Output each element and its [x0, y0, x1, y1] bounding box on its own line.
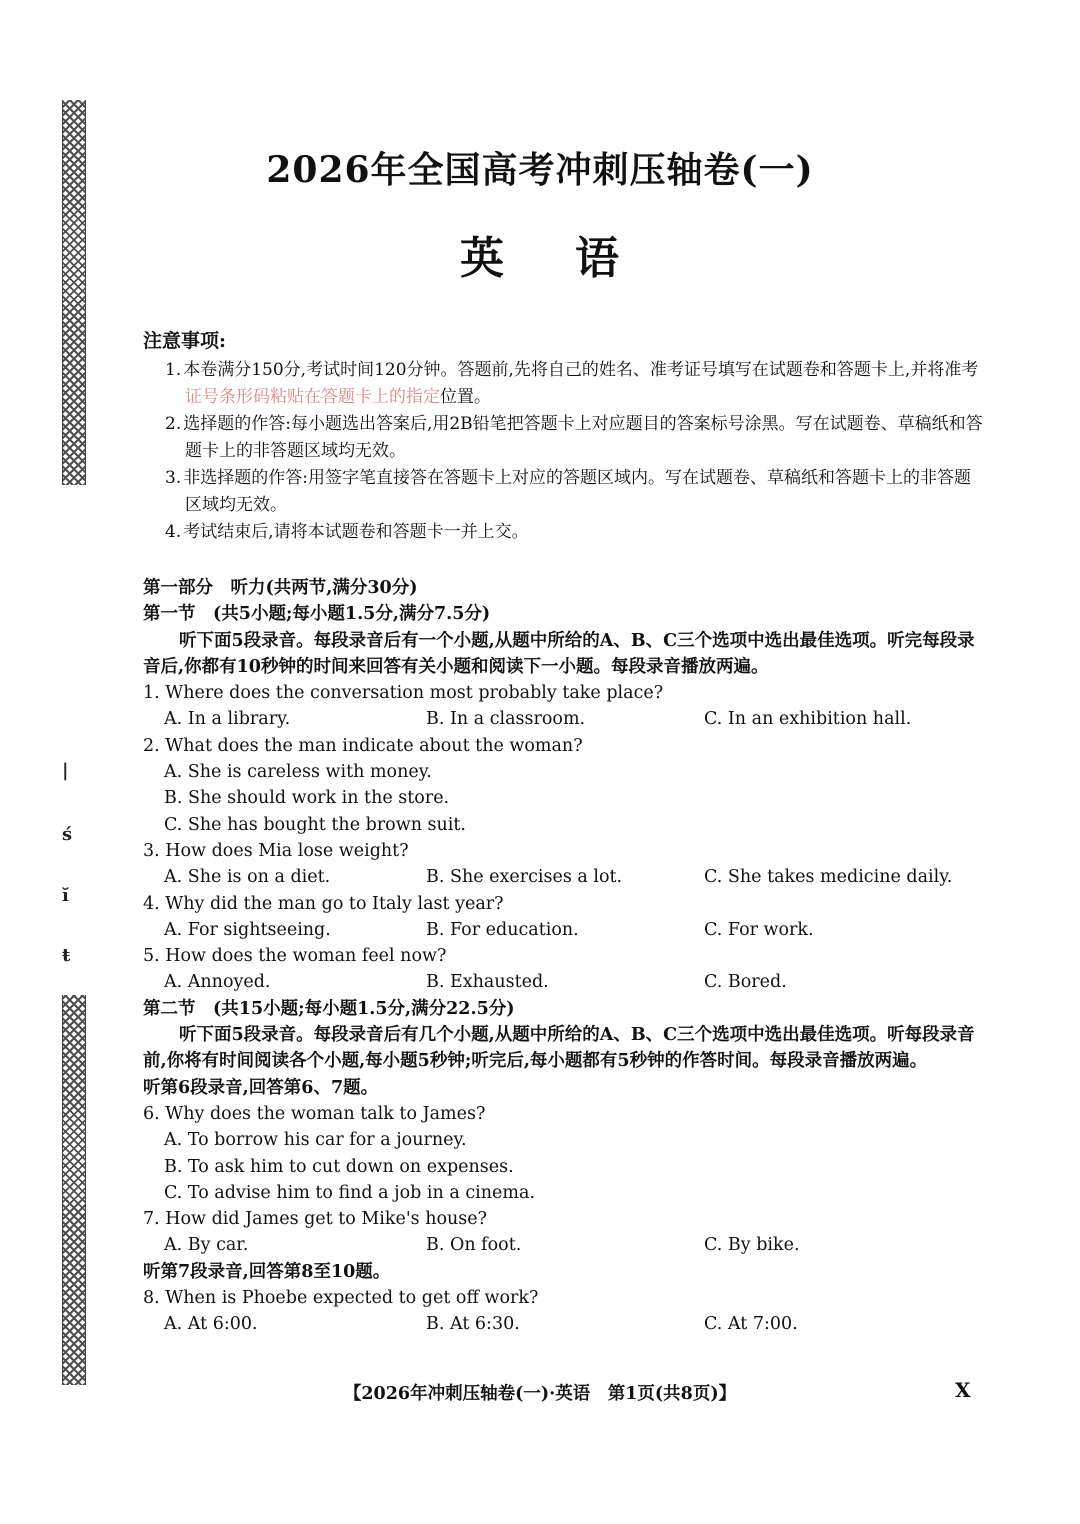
question: 6. Why does the woman talk to James? — [143, 1103, 486, 1124]
option: B. She exercises a lot. — [426, 867, 623, 888]
question: 7. How did James get to Mike's house? — [143, 1209, 488, 1230]
notice-item: 2. 选择题的作答:每小题选出答案后,用2B铅笔把答题卡上对应题目的答案标号涂黑。写在试题卷、草稿纸和答题卡上的非答题区域均无效。 — [165, 414, 983, 461]
option: A. To borrow his car for a journey. — [164, 1130, 467, 1151]
option: C. Bored. — [704, 972, 787, 993]
margin-border-bottom — [62, 995, 86, 1385]
option: C. By bike. — [704, 1235, 800, 1256]
question: 5. How does the woman feel now? — [143, 946, 447, 967]
notice-heading: 注意事项: — [143, 330, 227, 352]
section-heading: 第一节 (共5小题;每小题1.5分,满分7.5分) — [143, 604, 491, 625]
margin-mark: | — [62, 760, 69, 781]
option: C. In an exhibition hall. — [704, 709, 912, 730]
options-row — [143, 706, 978, 732]
options-row — [143, 1311, 978, 1337]
options-row — [143, 864, 978, 890]
question: 3. How does Mia lose weight? — [143, 840, 409, 861]
footer-mark: X — [955, 1378, 971, 1402]
notice-item: 4. 考试结束后,请将本试题卷和答题卡一并上交。 — [165, 522, 529, 542]
group-heading: 听第7段录音,回答第8至10题。 — [143, 1261, 391, 1282]
page-footer: 【2026年冲刺压轴卷(一)·英语 第1页(共8页)】 — [343, 1384, 737, 1404]
exam-title: 2026年全国高考冲刺压轴卷(一) — [266, 149, 814, 191]
option: B. Exhausted. — [426, 972, 549, 993]
subject-char: 英 — [460, 233, 505, 284]
stamp-overlay: 证号条形码粘贴在答题卡上的指定 — [185, 387, 440, 407]
option: C. For work. — [704, 919, 814, 940]
section-heading: 第二节 (共15小题;每小题1.5分,满分22.5分) — [143, 998, 515, 1019]
option: A. By car. — [164, 1235, 249, 1256]
option: A. For sightseeing. — [164, 919, 331, 940]
options-row — [143, 917, 978, 943]
margin-mark: ŧ — [62, 945, 71, 966]
part-heading: 第一部分 听力(共两节,满分30分) — [143, 578, 418, 598]
subject-title — [0, 222, 1080, 286]
option: A. Annoyed. — [164, 972, 271, 993]
option: B. For education. — [426, 919, 579, 940]
options-row — [143, 1232, 978, 1258]
margin-mark: ś — [62, 824, 73, 845]
option: C. At 7:00. — [704, 1314, 798, 1335]
question: 4. Why did the man go to Italy last year? — [143, 893, 504, 914]
section-instructions: 听下面5段录音。每段录音后有一个小题,从题中所给的A、B、C三个选项中选出最佳选项。听完每段录音后,你都有10秒钟的时间来回答有关小题和阅读下一小题。每段录音播放两遍。 — [143, 630, 975, 677]
question: 8. When is Phoebe expected to get off work? — [143, 1288, 539, 1309]
option: C. To advise him to find a job in a cinema. — [164, 1182, 535, 1203]
question: 2. What does the man indicate about the woman? — [143, 735, 583, 756]
listening-part — [143, 575, 978, 1338]
option: B. To ask him to cut down on expenses. — [164, 1156, 514, 1177]
option: A. She is on a diet. — [164, 867, 331, 888]
option: B. In a classroom. — [426, 709, 586, 730]
option: B. She should work in the store. — [164, 788, 450, 809]
option: C. She takes medicine daily. — [704, 867, 953, 888]
option: A. At 6:00. — [164, 1314, 258, 1335]
notice-block — [143, 326, 983, 546]
subject-char: 语 — [575, 233, 620, 284]
option: A. In a library. — [164, 709, 291, 730]
notice-item: 3. 非选择题的作答:用签字笔直接答在答题卡上对应的答题区域内。写在试题卷、草稿纸和答题卡上的非答题区域均无效。 — [165, 468, 971, 515]
group-heading: 听第6段录音,回答第6、7题。 — [143, 1077, 379, 1098]
option: C. She has bought the brown suit. — [164, 814, 466, 835]
section-instructions: 听下面5段录音。每段录音后有几个小题,从题中所给的A、B、C三个选项中选出最佳选项。听每段录音前,你将有时间阅读各个小题,每小题5秒钟;听完后,每小题都有5秒钟的作答时间。每段录音播放两遍。 — [143, 1025, 975, 1072]
option: B. On foot. — [426, 1235, 522, 1256]
option: B. At 6:30. — [426, 1314, 520, 1335]
margin-mark: ĭ — [62, 885, 69, 906]
question: 1. Where does the conversation most probably take place? — [143, 683, 664, 704]
option: A. She is careless with money. — [164, 762, 432, 783]
notice-item: 1. 本卷满分150分,考试时间120分钟。答题前,先将自己的姓名、准考证号填写在试题卷和答题卡上,并将准考证号条形码粘贴在答题卡上的指定位置。 — [165, 360, 979, 407]
options-row — [143, 969, 978, 995]
